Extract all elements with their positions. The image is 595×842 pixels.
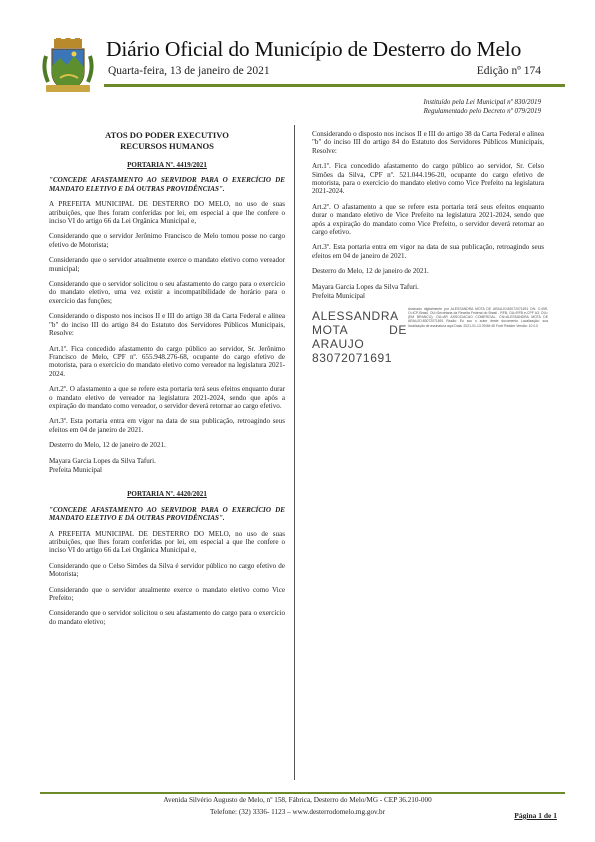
preamble: A PREFEITA MUNICIPAL DE DESTERRO DO MELO, no uso de suas atribuições, que lhes foram conferidas por lei, em especial a que lhe confere o inciso VI do artigo 66 da Lei Orgânica Municipal e, [49,200,285,226]
signature-details: Assinado digitalmente por ALESSANDRA MOTA DE ARAUJO:83072071691 DN: C=BR, O=ICP-Brasil, OU=Secretaria da Receita Federal do Brasil - RFB, OU=RFB e-CPF A3, OU=(EM BRANCO), OU=AR ASSOCIACAO COMERCIAL, CN=ALESSANDRA MOTA DE ARAUJO:83072071691 Razão: Eu sou o autor deste documento Localização: sua localização de assinatura aqui Data: 2021-01-13 09:56:45 Foxit Reader Versão: 10.0.0 [408,306,548,328]
portaria-ementa: "CONCEDE AFASTAMENTO AO SERVIDOR PARA O EXERCÍCIO DE MANDATO ELETIVO E DÁ OUTRAS PROVIDÊNCIAS". [49,505,285,523]
municipal-coat-of-arms-icon [40,38,96,96]
considerando: Considerando o disposto nos incisos II e III do artigo 38 da Carta Federal e alínea "b" do inciso III do artigo 84 do Estatuto dos Servidores Públicos Municipais, Resolve: [49,312,285,338]
article: Art.3º. Esta portaria entra em vigor na data de sua publicação, retroagindo seus efeitos em 04 de janeiro de 2021. [312,243,544,260]
footer-address: Avenida Silvério Augusto de Melo, nº 158, Fábrica, Desterro do Melo/MG - CEP 36.210-000 [163,796,432,804]
publication-date: Quarta-feira, 13 de janeiro de 2021 [108,65,270,77]
considerando: Considerando que o Celso Simões da Silva é servidor público no cargo efetivo de Motorista; [49,561,285,579]
portaria-ementa: "CONCEDE AFASTAMENTO AO SERVIDOR PARA O EXERCÍCIO DE MANDATO ELETIVO E DÁ OUTRAS PROVIDÊNCIAS". [49,176,285,193]
signer-name: Mayara Garcia Lopes da Silva Tafuri. [312,282,419,291]
left-column [49,130,285,633]
portaria-title: PORTARIA Nº. 4420/2021 [127,490,207,499]
considerando: Considerando que o servidor solicitou o seu afastamento do cargo para o exercício do mandato eletivo, uma vez existir a incompatibilidade de horário para o exercício das funções; [49,280,285,305]
article: Art.2º. O afastamento a que se refere esta portaria terá seus efeitos enquanto durar o mandato eletivo de vereador na legislatura 2021-2024, sendo que após a expiração do mandato como vereador, o servidor deverá retornar ao cargo efetivo. [49,385,285,410]
article: Art.3º. Esta portaria entra em vigor na data de sua publicação, retroagindo seus efeitos em 04 de janeiro de 2021. [49,417,285,434]
digital-signature [312,303,548,365]
article: Art.1º. Fica concedido afastamento do cargo público ao servidor, Sr. Jerônimo Francisco de Melo, CPF nº. 655.948.276-68, ocupante do cargo efetivo de motorista, para o exercício do mandato eletivo como vereador na legislatura 2021-2024. [49,344,285,378]
edition-number: Edição nº 174 [476,65,541,77]
institution-law: Instituído pela Lei Municipal nº 830/2019 [423,98,541,106]
article: Art.2º. O afastamento a que se refere esta portaria terá seus efeitos enquanto durar o mandato eletivo de Vice Prefeito na legislatura 2021-2024, sendo que após a expiração do mandato como Vice Prefeito, o servidor deverá retornar ao cargo efetivo. [312,202,544,237]
section-subtitle: RECURSOS HUMANOS [120,141,214,151]
section-title: ATOS DO PODER EXECUTIVO [105,130,229,140]
page-title: Diário Oficial do Município de Desterro do Melo [106,37,522,61]
footer-contact: Telefone: (32) 3336- 1123 – www.desterrodomelo.mg.gov.br [210,808,385,816]
considerando: Considerando que o servidor solicitou o seu afastamento do cargo para o exercício do mandato eletivo; [49,609,285,626]
considerando: Considerando que o servidor atualmente exerce o mandato eletivo como Vice Prefeito; [49,585,285,603]
signer-name: Mayara Garcia Lopes da Silva Tafuri. [49,456,156,465]
portaria-title: PORTARIA Nº. 4419/2021 [127,161,207,169]
place-date: Desterro do Melo, 12 de janeiro de 2021. [312,267,429,276]
section-heading [49,130,285,152]
header-rule [104,84,565,87]
considerando: Considerando que o servidor atualmente exerce o mandato eletivo como vereador municipal; [49,256,285,273]
preamble: A PREFEITA MUNICIPAL DE DESTERRO DO MELO, no uso de suas atribuições, que lhes foram conferidas por lei, em especial a que lhe confere o inciso VI do artigo 66 da Lei Orgânica Municipal e, [49,529,285,555]
right-column [312,130,548,365]
considerando: Considerando que o servidor Jerônimo Francisco de Melo tomou posse no cargo efetivo de Motorista; [49,232,285,249]
page-number: Página 1 de 1 [514,811,557,820]
considerando: Considerando o disposto nos incisos II e III do artigo 38 da Carta Federal e alínea "b" do inciso III do artigo 84 do Estatuto dos Servidores Públicos Municipais, Resolve: [312,130,544,155]
institution-decree: Regulamentado pelo Decreto nº 079/2019 [423,107,541,115]
footer-rule [40,792,565,794]
article: Art.1º. Fica concedido afastamento do cargo público ao servidor, Sr. Celso Simões da Silva, CPF nº. 521.044.196-20, ocupante do cargo efetivo de motorista, para o exercício do mandato eletivo como Vice Prefeito na legislatura 2021-2024. [312,162,544,196]
signature-name: ALESSANDRA MOTA DE ARAUJO 83072071691 [312,308,407,365]
signer-role: Prefeita Municipal [49,465,102,474]
column-divider [294,125,295,780]
signer-role: Prefeita Municipal [312,292,365,301]
place-date: Desterro do Melo, 12 de janeiro de 2021. [49,441,166,450]
